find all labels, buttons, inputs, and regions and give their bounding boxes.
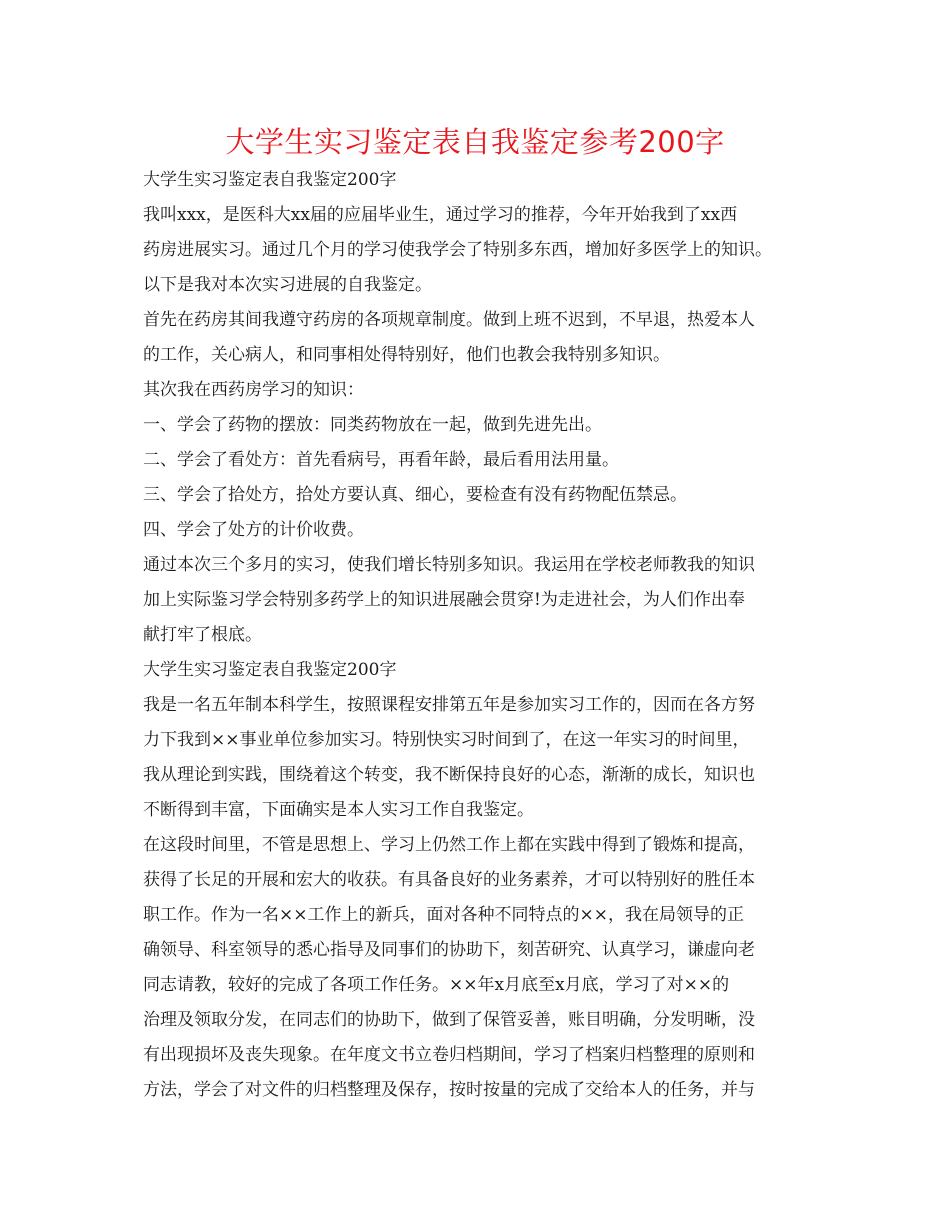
paragraph bbox=[143, 443, 833, 478]
text-line: 我叫xxx，是医科大xx届的应届毕业生，通过学习的推荐，今年开始我到了xx西 bbox=[143, 205, 738, 225]
text-line: 大学生实习鉴定表自我鉴定200字 bbox=[143, 170, 397, 190]
text-line: 获得了长足的开展和宏大的收获。有具备良好的业务素养，才可以特别好的胜任本 bbox=[143, 870, 755, 890]
paragraph bbox=[143, 828, 833, 1108]
paragraph bbox=[143, 373, 833, 408]
paragraph bbox=[143, 408, 833, 443]
text-line: 有出现损坏及丧失现象。在年度文书立卷归档期间，学习了档案归档整理的原则和 bbox=[143, 1045, 755, 1065]
text-line: 力下我到××事业单位参加实习。特别快实习时间到了，在这一年实习的时间里， bbox=[143, 730, 750, 750]
text-line: 职工作。作为一名××工作上的新兵，面对各种不同特点的××，我在局领导的正 bbox=[143, 905, 744, 925]
text-line: 二、学会了看处方：首先看病号，再看年龄，最后看用法用量。 bbox=[143, 450, 619, 470]
paragraph bbox=[143, 513, 833, 548]
text-line: 我是一名五年制本科学生，按照课程安排第五年是参加实习工作的，因而在各方努 bbox=[143, 695, 755, 715]
text-line: 以下是我对本次实习进展的自我鉴定。 bbox=[143, 275, 432, 295]
text-line: 加上实际鉴习学会特别多药学上的知识进展融会贯穿!为走进社会，为人们作出奉 bbox=[143, 590, 745, 610]
text-line: 我从理论到实践，围绕着这个转变，我不断保持良好的心态，渐渐的成长，知识也 bbox=[143, 765, 755, 785]
text-line: 的工作，关心病人，和同事相处得特别好，他们也教会我特别多知识。 bbox=[143, 345, 670, 365]
paragraph bbox=[143, 303, 833, 373]
text-line: 同志请教，较好的完成了各项工作任务。××年x月底至x月底，学习了对××的 bbox=[143, 975, 730, 995]
text-line: 其次我在西药房学习的知识： bbox=[143, 380, 364, 400]
text-line: 首先在药房其间我遵守药房的各项规章制度。做到上班不迟到，不早退，热爱本人 bbox=[143, 310, 755, 330]
document-body bbox=[143, 163, 833, 1108]
text-line: 三、学会了拾处方，拾处方要认真、细心，要检查有没有药物配伍禁忌。 bbox=[143, 485, 687, 505]
text-line: 献打牢了根底。 bbox=[143, 625, 262, 645]
text-line: 一、学会了药物的摆放：同类药物放在一起，做到先进先出。 bbox=[143, 415, 602, 435]
text-line: 不断得到丰富，下面确实是本人实习工作自我鉴定。 bbox=[143, 800, 534, 820]
text-line: 通过本次三个多月的实习，使我们增长特别多知识。我运用在学校老师教我的知识 bbox=[143, 555, 755, 575]
paragraph bbox=[143, 478, 833, 513]
text-line: 在这段时间里，不管是思想上、学习上仍然工作上都在实践中得到了锻炼和提高， bbox=[143, 835, 755, 855]
text-line: 方法，学会了对文件的归档整理及保存，按时按量的完成了交给本人的任务，并与 bbox=[143, 1080, 755, 1100]
paragraph bbox=[143, 653, 833, 688]
paragraph bbox=[143, 548, 833, 653]
paragraph bbox=[143, 163, 833, 198]
document-title: 大学生实习鉴定表自我鉴定参考200字 bbox=[225, 125, 725, 159]
text-line: 治理及领取分发，在同志们的协助下，做到了保管妥善，账目明确，分发明晰，没 bbox=[143, 1010, 755, 1030]
text-line: 大学生实习鉴定表自我鉴定200字 bbox=[143, 660, 397, 680]
paragraph bbox=[143, 688, 833, 828]
text-line: 确领导、科室领导的悉心指导及同事们的协助下，刻苦研究、认真学习，谦虚向老 bbox=[143, 940, 755, 960]
paragraph bbox=[143, 198, 833, 303]
text-line: 药房进展实习。通过几个月的学习使我学会了特别多东西，增加好多医学上的知识。 bbox=[143, 240, 772, 260]
text-line: 四、学会了处方的计价收费。 bbox=[143, 520, 364, 540]
